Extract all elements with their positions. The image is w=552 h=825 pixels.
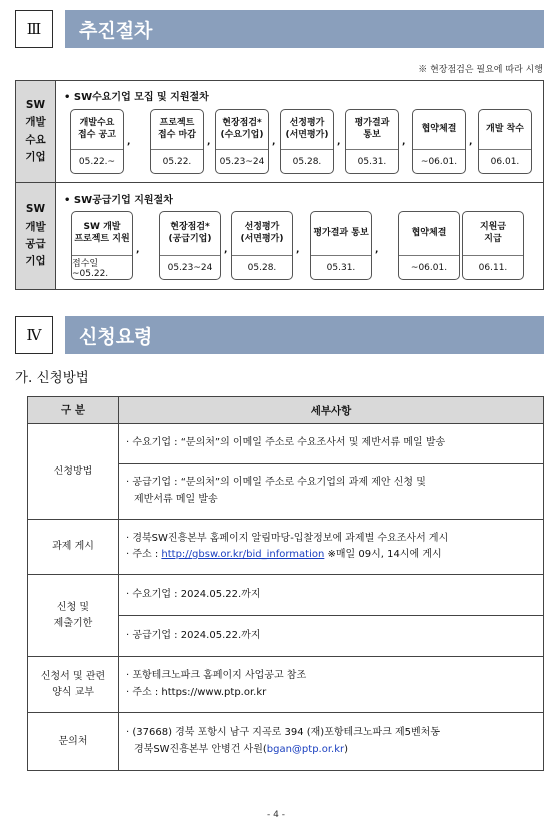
bid-info-link[interactable]: http://gbsw.or.kr/bid_information: [161, 549, 325, 560]
step-label: 협약체결: [399, 212, 459, 256]
step-label: 현장점검* (공급기업): [160, 212, 220, 256]
step-label: 협약체결: [413, 110, 465, 150]
step-date: 05.28.: [247, 262, 277, 273]
step-date: 06.01.: [490, 156, 520, 167]
step-date: 05.22.: [162, 156, 192, 167]
section-title: 추진절차: [65, 10, 544, 48]
contact-details: · (37668) 경북 포항시 남구 지곡로 394 (재)포항테크노파크 제5벤처동 경북SW진흥본부 안병건 사원(bgan@ptp.or.kr): [119, 713, 544, 771]
supply-step: [231, 211, 293, 280]
page-number: - 4 -: [267, 810, 285, 820]
step-label: SW 개발 프로젝트 지원: [72, 212, 132, 256]
table-row: [28, 713, 544, 771]
application-table: [27, 396, 544, 771]
table-header-row: [28, 397, 544, 424]
step-separator: ,: [136, 245, 140, 255]
supply-step: [159, 211, 221, 280]
step-separator: ,: [375, 245, 379, 255]
step-label: 평가결과 통보: [311, 212, 371, 256]
step-label: 평가결과 통보: [346, 110, 398, 150]
demand-step: [478, 109, 532, 174]
step-separator: ,: [224, 245, 228, 255]
demand-step: [70, 109, 124, 174]
step-separator: ,: [207, 137, 211, 147]
subsection-title: 가. 신청방법: [15, 370, 89, 386]
forms-details: · 포항테크노파크 홈페이지 사업공고 참조 · 주소 : https://www.ptp.or.kr: [119, 657, 544, 713]
deadline-label: 신청 및 제출기한: [28, 575, 119, 657]
demand-step: [215, 109, 269, 174]
step-date: ~06.01.: [410, 262, 448, 273]
process-diagram: [15, 80, 544, 290]
demand-step: [412, 109, 466, 174]
supply-step: [462, 211, 524, 280]
step-label: 개발수요 접수 공고: [71, 110, 123, 150]
step-date: 05.28.: [292, 156, 322, 167]
step-label: 프로젝트 접수 마감: [151, 110, 203, 150]
table-row: [28, 520, 544, 575]
demand-step: [150, 109, 204, 174]
step-separator: ,: [272, 137, 276, 147]
header-details: 세부사항: [119, 397, 544, 424]
contact-label: 문의처: [28, 713, 119, 771]
method-supply: · 공급기업 : “문의처”의 이메일 주소로 수요기업의 과제 제안 신청 및 제반서류 메일 발송: [119, 464, 544, 520]
supply-step: [398, 211, 460, 280]
step-date: 05.31.: [357, 156, 387, 167]
deadline-demand: · 수요기업 : 2024.05.22.까지: [119, 575, 544, 616]
method-demand: · 수요기업 : “문의처”의 이메일 주소로 수요조사서 및 제반서류 메일 발송: [119, 424, 544, 464]
supply-process-row: [16, 183, 543, 289]
forms-label: 신청서 및 관련 양식 교부: [28, 657, 119, 713]
demand-step: [280, 109, 334, 174]
step-date: ~06.01.: [420, 156, 458, 167]
deadline-supply: · 공급기업 : 2024.05.22.까지: [119, 616, 544, 657]
table-row: [28, 657, 544, 713]
supply-step: [71, 211, 133, 280]
supply-process-title: • SW공급기업 지원절차: [64, 195, 173, 206]
section-4-header: [15, 316, 544, 354]
step-separator: ,: [402, 137, 406, 147]
posting-details: · 경북SW진흥본부 홈페이지 알림마당-입찰정보에 과제별 수요조사서 게시 · 주소 : http://gbsw.or.kr/bid_information ※매일 09시, 14시에 게시: [119, 520, 544, 575]
step-label: 개발 착수: [479, 110, 531, 150]
step-separator: ,: [337, 137, 341, 147]
posting-label: 과제 게시: [28, 520, 119, 575]
section-number: Ⅲ: [15, 10, 53, 48]
demand-process-title: • SW수요기업 모집 및 지원절차: [64, 92, 209, 103]
step-label: 현장점검* (수요기업): [216, 110, 268, 150]
method-label: 신청방법: [28, 424, 119, 520]
site-check-note: ※ 현장점검은 필요에 따라 시행: [418, 65, 543, 75]
contact-email[interactable]: bgan@ptp.or.kr: [266, 743, 345, 755]
step-date: 06.11.: [478, 262, 508, 273]
demand-process-row: [16, 81, 543, 183]
step-date: 05.31.: [326, 262, 356, 273]
section-title: 신청요령: [65, 316, 544, 354]
step-separator: ,: [127, 137, 131, 147]
section-number: Ⅳ: [15, 316, 53, 354]
step-label: 선정평가 (서면평가): [281, 110, 333, 150]
step-date: 접수일~05.22.: [72, 259, 109, 279]
supply-step: [310, 211, 372, 280]
step-label: 선정평가 (서면평가): [232, 212, 292, 256]
step-separator: ,: [469, 137, 473, 147]
demand-step: [345, 109, 399, 174]
table-row: [28, 424, 544, 464]
section-3-header: [15, 10, 544, 48]
step-separator: ,: [296, 245, 300, 255]
step-date: 05.22.~: [78, 156, 116, 167]
demand-side-label: SW 개발 수요 기업: [16, 81, 56, 182]
table-row: [28, 575, 544, 616]
step-date: 05.23~24: [167, 262, 213, 273]
header-category: 구 분: [28, 397, 119, 424]
supply-side-label: SW 개발 공급 기업: [16, 183, 56, 289]
step-date: 05.23~24: [219, 156, 265, 167]
step-label: 지원금 지급: [463, 212, 523, 256]
